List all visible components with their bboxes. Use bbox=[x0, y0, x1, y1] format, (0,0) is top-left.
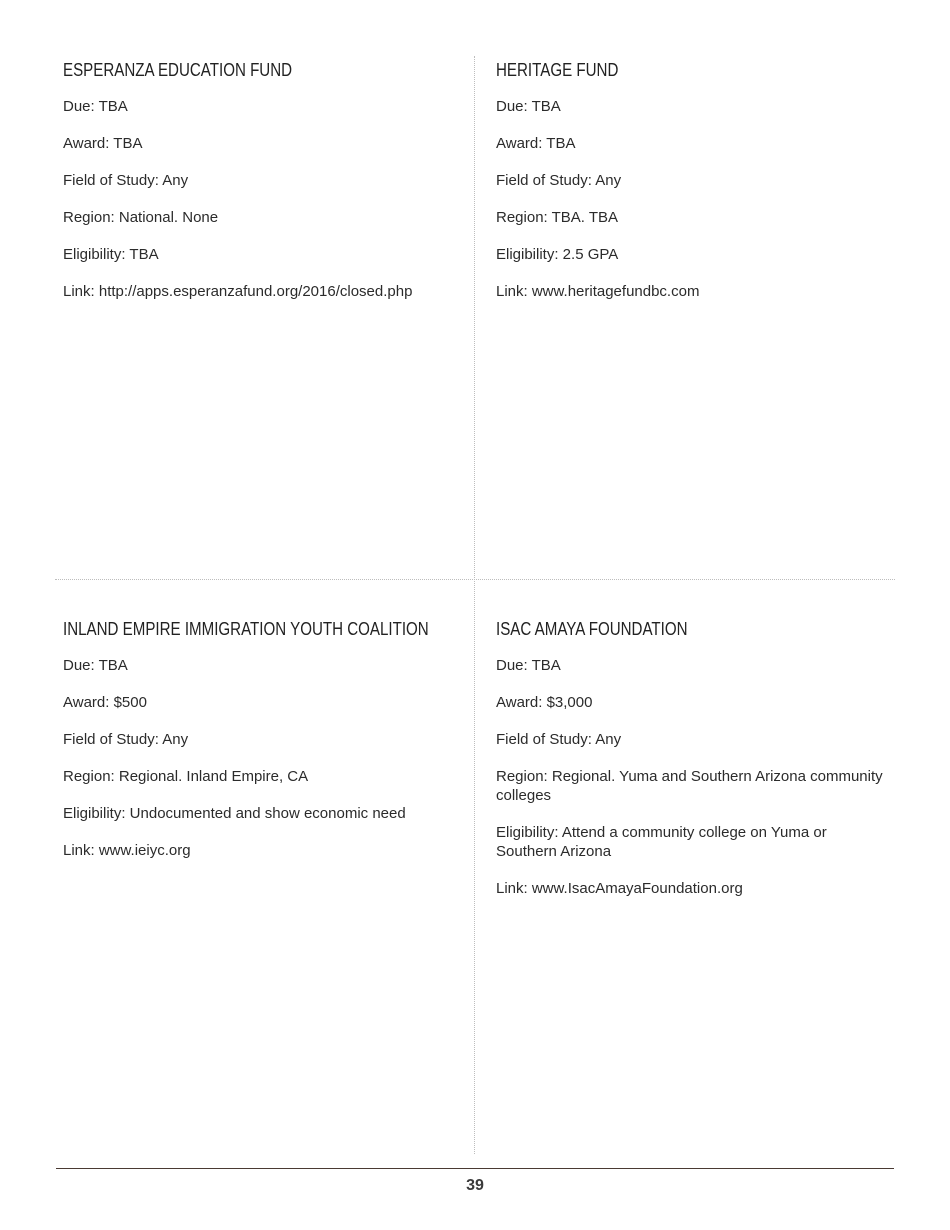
scholarship-card-isac-amaya bbox=[496, 617, 891, 916]
card-title: HERITAGE FUND bbox=[496, 60, 619, 80]
due-field: Due: TBA bbox=[496, 98, 561, 115]
eligibility-field: Eligibility: Attend a community college on Yuma or Southern Arizona bbox=[496, 824, 827, 860]
field-of-study: Field of Study: Any bbox=[63, 172, 189, 189]
field-of-study: Field of Study: Any bbox=[496, 731, 622, 748]
field-of-study: Field of Study: Any bbox=[63, 731, 189, 748]
link-field[interactable]: Link: www.IsacAmayaFoundation.org bbox=[496, 880, 743, 897]
card-title: ESPERANZA EDUCATION FUND bbox=[63, 60, 293, 80]
card-title: ISAC AMAYA FOUNDATION bbox=[496, 619, 688, 639]
eligibility-field: Eligibility: 2.5 GPA bbox=[496, 246, 619, 263]
scholarship-card-esperanza bbox=[63, 58, 463, 319]
eligibility-field: Eligibility: Undocumented and show economic need bbox=[63, 805, 406, 822]
award-field: Award: $500 bbox=[63, 694, 147, 711]
scholarship-card-inland-empire bbox=[63, 617, 463, 878]
award-field: Award: TBA bbox=[496, 135, 576, 152]
field-of-study: Field of Study: Any bbox=[496, 172, 622, 189]
footer-rule bbox=[56, 1168, 894, 1169]
link-field[interactable]: Link: www.heritagefundbc.com bbox=[496, 283, 700, 300]
award-field: Award: TBA bbox=[63, 135, 143, 152]
award-field: Award: $3,000 bbox=[496, 694, 593, 711]
due-field: Due: TBA bbox=[496, 657, 561, 674]
region-field: Region: TBA. TBA bbox=[496, 209, 619, 226]
due-field: Due: TBA bbox=[63, 98, 128, 115]
vertical-divider bbox=[474, 56, 475, 1154]
region-field: Region: Regional. Inland Empire, CA bbox=[63, 768, 309, 785]
region-field: Region: Regional. Yuma and Southern Arizona community colleges bbox=[496, 768, 883, 804]
region-field: Region: National. None bbox=[63, 209, 219, 226]
card-title: INLAND EMPIRE IMMIGRATION YOUTH COALITION bbox=[63, 619, 429, 639]
due-field: Due: TBA bbox=[63, 657, 128, 674]
scholarship-card-heritage bbox=[496, 58, 891, 319]
eligibility-field: Eligibility: TBA bbox=[63, 246, 159, 263]
horizontal-divider bbox=[55, 579, 895, 580]
page-number: 39 bbox=[466, 1177, 484, 1194]
link-field[interactable]: Link: www.ieiyc.org bbox=[63, 842, 191, 859]
link-field[interactable]: Link: http://apps.esperanzafund.org/2016/closed.php bbox=[63, 283, 413, 300]
